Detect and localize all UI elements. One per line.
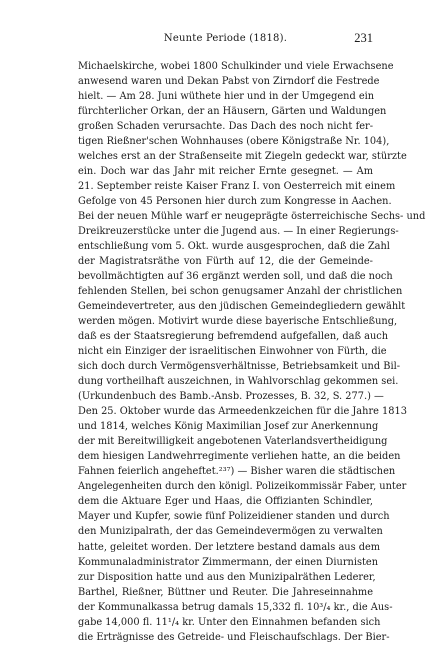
text-line: (Urkundenbuch des Bamb.-Ansb. Prozesses, B. 32, S. 277.) — bbox=[78, 391, 384, 403]
text-line: hatte, geleitet worden. Der letztere bestand damals aus dem bbox=[78, 541, 381, 553]
text-line: dung vortheilhaft auszeichnen, in Wahlvorschlag gekommen sei. bbox=[78, 376, 399, 388]
text-line: nicht ein Einziger der israelitischen Einwohner von Fürth, die bbox=[78, 346, 387, 358]
text-line: sich doch durch Vermögensverhältnisse, Betriebsamkeit und Bil- bbox=[78, 361, 401, 373]
text-line: der Kommunalkassa betrug damals 15,332 fl. 10³/₄ kr., die Aus- bbox=[78, 601, 393, 613]
text-line: werden mögen. Motivirt wurde diese bayerische Entschließung, bbox=[78, 316, 398, 328]
text-line: anwesend waren und Dekan Pabst von Zirndorf die Festrede bbox=[78, 76, 380, 88]
text-line: Gemeindevertreter, aus den jüdischen Gemeindegliedern gewählt bbox=[78, 301, 406, 313]
text-line: der mit Bereitwilligkeit angebotenen Vaterlandsvertheidigung bbox=[78, 436, 388, 448]
running-head: Neunte Periode (1818). bbox=[163, 33, 288, 44]
text-line: Bei der neuen Mühle warf er neugeprägte österreichische Sechs- und bbox=[78, 211, 426, 223]
text-line: fehlenden Stellen, bei schon genugsamer Anzahl der christlichen bbox=[78, 286, 403, 298]
text-line: Barthel, Rießner, Büttner und Reuter. Die Jahreseinnahme bbox=[78, 586, 373, 598]
text-line: hielt. — Am 28. Juni wüthete hier und in der Umgegend ein bbox=[78, 91, 375, 103]
text-line: daß es der Staatsregierung befremdend aufgefallen, daß auch bbox=[78, 331, 389, 343]
text-line: 21. September reiste Kaiser Franz I. von Oesterreich mit einem bbox=[78, 181, 396, 193]
page-number: 231 bbox=[354, 31, 373, 45]
text-line: den Munizipalrath, der das Gemeindevermögen zu verwalten bbox=[78, 526, 383, 538]
text-line: gabe 14,000 fl. 11¹/₄ kr. Unter den Einnahmen befanden sich bbox=[78, 616, 381, 628]
text-line: zur Disposition hatte und aus den Munizipalräthen Lederer, bbox=[78, 571, 376, 583]
text-line: Fahnen feierlich angeheftet.²³⁷) — Bisher waren die städtischen bbox=[78, 466, 396, 478]
text-line: entschließung vom 5. Okt. wurde ausgesprochen, daß die Zahl bbox=[78, 241, 390, 253]
text-line: die Erträgnisse des Getreide- und Fleischaufschlags. Der Bier- bbox=[78, 631, 390, 643]
text-line: Den 25. Oktober wurde das Armeedenkzeichen für die Jahre 1813 bbox=[78, 406, 407, 418]
text-line: Dreikreuzerstücke unter die Jugend aus. — In einer Regierungs- bbox=[78, 226, 399, 238]
text-line: großen Schaden verursachte. Das Dach des noch nicht fer- bbox=[78, 121, 373, 133]
text-line: und 1814, welches König Maximilian Josef zur Anerkennung bbox=[78, 421, 379, 433]
page-header bbox=[78, 33, 373, 49]
text-line: Kommunaladministrator Zimmermann, der einen Diurnisten bbox=[78, 556, 379, 568]
body-text bbox=[78, 59, 426, 645]
text-line: der Magistratsräthe von Fürth auf 12, die der Gemeinde- bbox=[78, 256, 373, 268]
text-line: Angelegenheiten durch den königl. Polizeikommissär Faber, unter bbox=[78, 481, 407, 493]
text-line: Gefolge von 45 Personen hier durch zum Kongresse in Aachen. bbox=[78, 196, 392, 208]
text-line: Mayer und Kupfer, sowie fünf Polizeidiener standen und durch bbox=[78, 511, 390, 523]
text-line: Michaelskirche, wobei 1800 Schulkinder und viele Erwachsene bbox=[78, 61, 394, 72]
text-line: fürchterlicher Orkan, der an Häusern, Gärten und Waldungen bbox=[78, 106, 387, 118]
text-line: bevollmächtigten auf 36 ergänzt werden soll, und daß die noch bbox=[78, 271, 393, 283]
text-line: welches erst an der Straßenseite mit Ziegeln gedeckt war, stürzte bbox=[78, 151, 407, 163]
text-line: dem hiesigen Landwehrregimente verliehen hatte, an die beiden bbox=[78, 451, 401, 463]
text-line: ein. Doch war das Jahr mit reicher Ernte gesegnet. — Am bbox=[78, 166, 373, 178]
text-line: dem die Aktuare Eger und Haas, die Offizianten Schindler, bbox=[78, 496, 373, 508]
text-line: tigen Rießner'schen Wohnhauses (obere Königstraße Nr. 104), bbox=[78, 136, 390, 148]
